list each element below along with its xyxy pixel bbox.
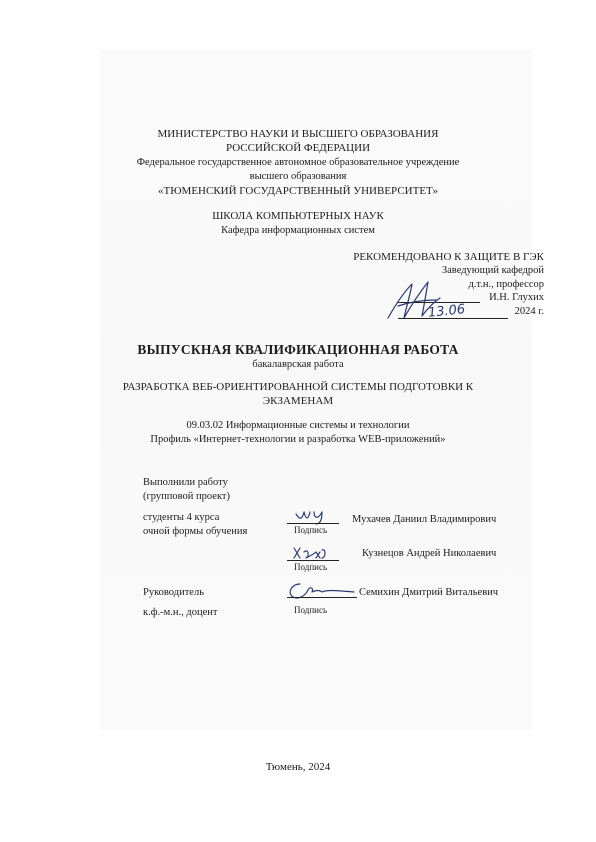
authors-status-2: очной формы обучения xyxy=(143,526,248,537)
institution-line-1: Федеральное государственное автономное образовательное учреждение xyxy=(136,157,460,168)
supervisor-signature-icon xyxy=(284,578,360,602)
topic-line-2: ЭКЗАМЕНАМ xyxy=(262,395,334,407)
school-name: ШКОЛА КОМПЬЮТЕРНЫХ НАУК xyxy=(212,210,384,222)
direction-code: 09.03.02 xyxy=(186,420,224,431)
work-subtitle: бакалаврская работа xyxy=(252,359,344,370)
profile-line: Профиль «Интернет-технологии и разработка WEB-приложений» xyxy=(150,434,446,445)
ministry-line-1: МИНИСТЕРСТВО НАУКИ И ВЫСШЕГО ОБРАЗОВАНИЯ xyxy=(157,128,439,140)
approval-handwritten-date: 13.06 xyxy=(427,302,466,321)
supervisor-degree: к.ф.-м.н., доцент xyxy=(143,607,218,618)
student2-signature-label: Подпись xyxy=(294,562,328,572)
direction-line xyxy=(0,420,596,431)
approval-name: И.Н. Глухих xyxy=(489,292,544,303)
student1-name: Мухачев Даниил Владимирович xyxy=(352,514,497,525)
approval-position: Заведующий кафедрой xyxy=(441,265,544,276)
supervisor-signature-line xyxy=(287,597,357,598)
student2-signature-line xyxy=(287,560,339,561)
supervisor-signature-label: Подпись xyxy=(294,605,328,615)
university-name: «ТЮМЕНСКИЙ ГОСУДАРСТВЕННЫЙ УНИВЕРСИТЕТ» xyxy=(158,185,438,197)
student1-signature-label: Подпись xyxy=(294,525,328,535)
topic-line-1: РАЗРАБОТКА ВЕБ-ОРИЕНТИРОВАННОЙ СИСТЕМЫ ПОДГОТОВКИ К xyxy=(122,381,474,393)
authors-label-2: (групповой проект) xyxy=(143,491,230,502)
student2-name: Кузнецов Андрей Николаевич xyxy=(362,548,497,559)
ministry-line-2: РОССИЙСКОЙ ФЕДЕРАЦИИ xyxy=(225,142,371,154)
institution-line-2: высшего образования xyxy=(249,171,347,182)
authors-status-1: студенты 4 курса xyxy=(143,512,220,523)
supervisor-label: Руководитель xyxy=(143,587,204,598)
approval-year: 2024 г. xyxy=(514,306,544,317)
approval-heading: РЕКОМЕНДОВАНО К ЗАЩИТЕ В ГЭК xyxy=(353,251,544,263)
authors-label-1: Выполнили работу xyxy=(143,477,228,488)
student1-signature-line xyxy=(287,523,339,524)
work-title: ВЫПУСКНАЯ КВАЛИФИКАЦИОННАЯ РАБОТА xyxy=(137,342,459,357)
approval-degree: д.т.н., профессор xyxy=(468,279,544,290)
department-name: Кафедра информационных систем xyxy=(221,225,375,236)
footer-city-year: Тюмень, 2024 xyxy=(265,761,331,773)
direction-name: Информационные системы и технологии xyxy=(225,420,410,431)
supervisor-name: Семихин Дмитрий Витальевич xyxy=(359,587,499,598)
